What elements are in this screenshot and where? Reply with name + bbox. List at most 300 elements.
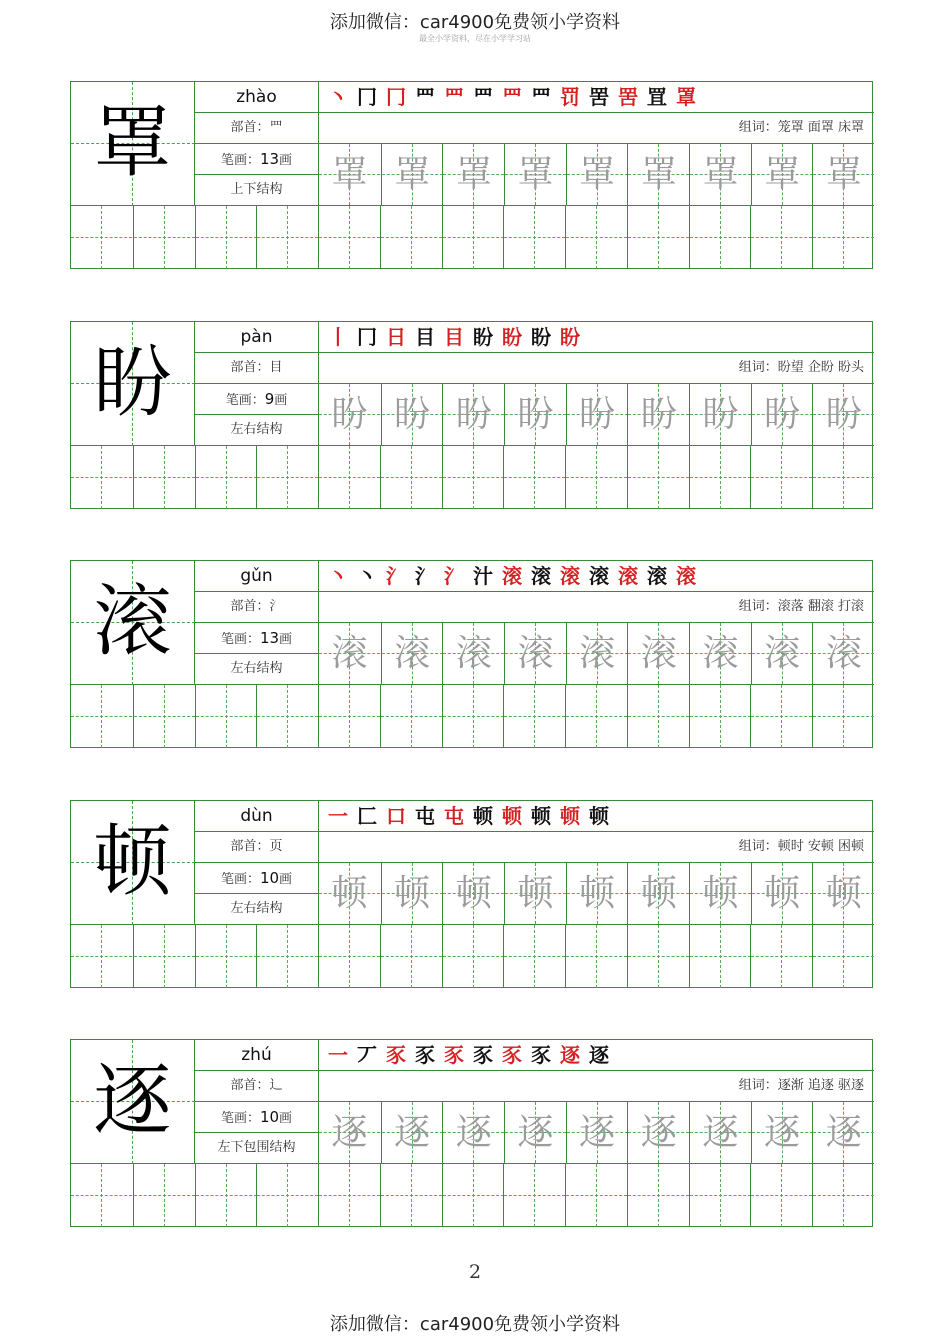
stroke-count-cell	[195, 1102, 319, 1133]
trace-char: 逐	[764, 1112, 801, 1153]
practice-cell[interactable]	[380, 925, 442, 988]
trace-cell[interactable]	[751, 1102, 813, 1163]
trace-char: 顿	[764, 873, 801, 914]
practice-cell[interactable]	[442, 685, 504, 748]
practice-cell[interactable]	[71, 685, 133, 748]
char-card	[70, 321, 873, 509]
stroke-count-cell	[195, 144, 319, 175]
char-card	[70, 81, 873, 269]
trace-char: 滚	[764, 633, 801, 674]
trace-cell[interactable]	[319, 144, 381, 205]
radical-cell	[195, 113, 319, 144]
practice-row	[71, 1164, 874, 1227]
words: 逐渐 追逐 驱逐	[777, 1078, 864, 1093]
practice-cell[interactable]	[256, 446, 318, 509]
stroke-step: 罝	[647, 85, 667, 109]
words-label: 组词：	[738, 1078, 778, 1093]
structure: 左右结构	[230, 661, 283, 676]
big-char-box	[71, 322, 195, 446]
trace-char: 罩	[517, 154, 554, 195]
trace-cell[interactable]	[566, 384, 628, 445]
trace-cell[interactable]	[566, 1102, 628, 1163]
stroke-step: 逐	[560, 1043, 580, 1067]
practice-row	[71, 925, 874, 988]
trace-cell[interactable]	[812, 623, 874, 684]
trace-char: 罩	[579, 154, 616, 195]
practice-cell[interactable]	[503, 1164, 565, 1227]
trace-row	[319, 144, 874, 206]
practice-cell[interactable]	[503, 446, 565, 509]
trace-cell[interactable]	[751, 623, 813, 684]
big-char-box	[71, 801, 195, 925]
practice-cell[interactable]	[133, 206, 195, 269]
stroke-order	[319, 1040, 874, 1071]
trace-cell[interactable]	[812, 1102, 874, 1163]
stroke-step: 顿	[589, 804, 609, 828]
word-examples	[319, 113, 874, 144]
stroke-step: 屯	[415, 804, 435, 828]
practice-cell[interactable]	[133, 446, 195, 509]
stroke-step: 滚	[589, 564, 609, 588]
trace-cell[interactable]	[566, 863, 628, 924]
stroke-label: 笔画：	[220, 153, 260, 168]
stroke-count: 13	[259, 629, 280, 647]
practice-cell[interactable]	[442, 206, 504, 269]
trace-cell[interactable]	[381, 623, 443, 684]
watermark-bottom: 添加微信：car4900免费领小学资料	[329, 1314, 621, 1335]
stroke-step: 滚	[676, 564, 696, 588]
stroke-step: 罚	[560, 85, 580, 109]
trace-char: 顿	[331, 873, 368, 914]
stroke-step: 丨	[328, 325, 348, 349]
practice-cell[interactable]	[318, 685, 380, 748]
trace-char: 盼	[764, 394, 801, 435]
practice-cell[interactable]	[627, 685, 689, 748]
trace-cell[interactable]	[689, 384, 751, 445]
structure-cell	[195, 894, 319, 925]
practice-cell[interactable]	[689, 685, 751, 748]
stroke-unit: 画	[279, 1111, 293, 1126]
radical: 氵	[269, 599, 283, 614]
structure: 左右结构	[230, 422, 283, 437]
trace-char: 盼	[394, 394, 431, 435]
stroke-step: 氵	[415, 564, 435, 588]
practice-cell[interactable]	[318, 446, 380, 509]
practice-cell[interactable]	[133, 1164, 195, 1227]
stroke-step: 豕	[473, 1043, 493, 1067]
trace-char: 逐	[579, 1112, 616, 1153]
stroke-step: 氵	[444, 564, 464, 588]
trace-cell[interactable]	[689, 1102, 751, 1163]
stroke-label: 笔画：	[220, 632, 260, 647]
stroke-step: 日	[386, 325, 406, 349]
practice-cell[interactable]	[380, 1164, 442, 1227]
practice-cell[interactable]	[750, 685, 812, 748]
big-char-box	[71, 82, 195, 206]
stroke-step: 口	[386, 804, 406, 828]
radical-label: 部首：	[230, 120, 270, 135]
trace-char: 罩	[455, 154, 492, 195]
practice-cell[interactable]	[195, 446, 257, 509]
stroke-step: 匚	[357, 804, 377, 828]
trace-cell[interactable]	[627, 623, 689, 684]
big-char: 盼	[93, 338, 172, 428]
trace-cell[interactable]	[442, 1102, 504, 1163]
trace-cell[interactable]	[381, 863, 443, 924]
trace-char: 罩	[702, 154, 739, 195]
stroke-step: 屯	[444, 804, 464, 828]
practice-cell[interactable]	[812, 446, 874, 509]
practice-cell[interactable]	[627, 446, 689, 509]
trace-cell[interactable]	[627, 863, 689, 924]
radical-label: 部首：	[230, 839, 270, 854]
structure-cell	[195, 1133, 319, 1164]
words-label: 组词：	[738, 839, 778, 854]
radical-cell	[195, 1071, 319, 1102]
words: 盼望 企盼 盼头	[777, 360, 864, 375]
trace-char: 罩	[764, 154, 801, 195]
trace-char: 罩	[394, 154, 431, 195]
trace-cell[interactable]	[812, 144, 874, 205]
stroke-order	[319, 322, 874, 353]
stroke-step: 豕	[386, 1043, 406, 1067]
trace-cell[interactable]	[442, 144, 504, 205]
stroke-step: 滚	[618, 564, 638, 588]
stroke-count-cell	[195, 623, 319, 654]
trace-cell[interactable]	[627, 384, 689, 445]
structure-cell	[195, 654, 319, 685]
pinyin: pàn	[240, 327, 273, 347]
stroke-step: 罟	[589, 85, 609, 109]
trace-char: 逐	[825, 1112, 862, 1153]
practice-cell[interactable]	[565, 1164, 627, 1227]
trace-row	[319, 863, 874, 925]
trace-char: 滚	[455, 633, 492, 674]
stroke-step: 顿	[502, 804, 522, 828]
practice-cell[interactable]	[133, 685, 195, 748]
trace-char: 盼	[517, 394, 554, 435]
trace-char: 顿	[455, 873, 492, 914]
practice-cell[interactable]	[195, 206, 257, 269]
trace-cell[interactable]	[689, 623, 751, 684]
practice-cell[interactable]	[380, 685, 442, 748]
structure-cell	[195, 175, 319, 206]
stroke-step: 罒	[502, 85, 522, 109]
practice-cell[interactable]	[318, 1164, 380, 1227]
trace-cell[interactable]	[812, 384, 874, 445]
char-card	[70, 560, 873, 748]
radical: 目	[269, 360, 283, 375]
stroke-step: 丶	[328, 564, 348, 588]
stroke-step: 丶	[357, 564, 377, 588]
radical-cell	[195, 353, 319, 384]
words-label: 组词：	[738, 360, 778, 375]
stroke-count: 13	[259, 150, 280, 168]
pinyin-cell	[195, 1040, 319, 1071]
char-card	[70, 800, 873, 988]
practice-cell[interactable]	[503, 206, 565, 269]
stroke-step: 滚	[531, 564, 551, 588]
trace-char: 罩	[640, 154, 677, 195]
practice-cell[interactable]	[689, 206, 751, 269]
stroke-order	[319, 801, 874, 832]
stroke-step: 盼	[560, 325, 580, 349]
trace-cell[interactable]	[689, 863, 751, 924]
trace-cell[interactable]	[504, 863, 566, 924]
practice-cell[interactable]	[256, 685, 318, 748]
stroke-step: 盼	[502, 325, 522, 349]
pinyin-cell	[195, 561, 319, 592]
trace-cell[interactable]	[627, 1102, 689, 1163]
big-char: 罩	[93, 98, 172, 188]
practice-cell[interactable]	[565, 206, 627, 269]
trace-cell[interactable]	[319, 1102, 381, 1163]
practice-cell[interactable]	[195, 925, 257, 988]
stroke-step: 氵	[386, 564, 406, 588]
stroke-step: 豕	[444, 1043, 464, 1067]
stroke-count-cell	[195, 384, 319, 415]
practice-cell[interactable]	[442, 446, 504, 509]
trace-char: 罩	[825, 154, 862, 195]
trace-cell[interactable]	[751, 384, 813, 445]
practice-cell[interactable]	[503, 685, 565, 748]
big-char-box	[71, 1040, 195, 1164]
trace-char: 顿	[517, 873, 554, 914]
trace-cell[interactable]	[504, 144, 566, 205]
stroke-count: 9	[264, 390, 275, 408]
trace-char: 盼	[331, 394, 368, 435]
practice-cell[interactable]	[71, 446, 133, 509]
pinyin-cell	[195, 801, 319, 832]
stroke-step: 冂	[386, 85, 406, 109]
trace-char: 滚	[579, 633, 616, 674]
practice-cell[interactable]	[318, 925, 380, 988]
stroke-label: 笔画：	[220, 872, 260, 887]
stroke-label: 笔画：	[225, 393, 265, 408]
practice-cell[interactable]	[380, 206, 442, 269]
words-label: 组词：	[738, 599, 778, 614]
practice-cell[interactable]	[812, 1164, 874, 1227]
stroke-step: 罟	[618, 85, 638, 109]
trace-char: 顿	[579, 873, 616, 914]
stroke-step: 冂	[357, 325, 377, 349]
stroke-count: 10	[259, 869, 280, 887]
trace-row	[319, 623, 874, 685]
trace-cell[interactable]	[566, 144, 628, 205]
stroke-step: 罒	[415, 85, 435, 109]
practice-cell[interactable]	[627, 925, 689, 988]
stroke-count: 10	[259, 1108, 280, 1126]
stroke-step: 顿	[560, 804, 580, 828]
practice-cell[interactable]	[750, 925, 812, 988]
subnote: 最全小学资料，尽在小学学习站	[419, 34, 531, 43]
trace-cell[interactable]	[381, 144, 443, 205]
page-number: 2	[468, 1261, 482, 1283]
structure-cell	[195, 415, 319, 446]
radical-cell	[195, 832, 319, 863]
trace-cell[interactable]	[812, 863, 874, 924]
trace-cell[interactable]	[381, 384, 443, 445]
practice-cell[interactable]	[812, 206, 874, 269]
trace-cell[interactable]	[442, 384, 504, 445]
big-char: 滚	[93, 577, 172, 667]
trace-char: 滚	[394, 633, 431, 674]
trace-char: 滚	[331, 633, 368, 674]
trace-char: 顿	[640, 873, 677, 914]
trace-cell[interactable]	[504, 1102, 566, 1163]
word-examples	[319, 592, 874, 623]
practice-cell[interactable]	[380, 446, 442, 509]
trace-char: 顿	[825, 873, 862, 914]
stroke-order	[319, 82, 874, 113]
stroke-step: 豕	[531, 1043, 551, 1067]
trace-cell[interactable]	[319, 623, 381, 684]
big-char: 逐	[93, 1056, 172, 1146]
practice-cell[interactable]	[689, 446, 751, 509]
stroke-count-cell	[195, 863, 319, 894]
stroke-label: 笔画：	[220, 1111, 260, 1126]
stroke-step: 罩	[676, 85, 696, 109]
trace-char: 盼	[579, 394, 616, 435]
trace-char: 顿	[702, 873, 739, 914]
word-examples	[319, 353, 874, 384]
trace-cell[interactable]	[319, 863, 381, 924]
trace-cell[interactable]	[627, 144, 689, 205]
practice-cell[interactable]	[812, 685, 874, 748]
trace-char: 滚	[640, 633, 677, 674]
practice-cell[interactable]	[565, 925, 627, 988]
watermark-top: 添加微信：car4900免费领小学资料	[329, 12, 621, 33]
practice-cell[interactable]	[71, 1164, 133, 1227]
practice-cell[interactable]	[503, 925, 565, 988]
pinyin-cell	[195, 322, 319, 353]
trace-cell[interactable]	[751, 863, 813, 924]
trace-char: 滚	[825, 633, 862, 674]
practice-cell[interactable]	[689, 1164, 751, 1227]
trace-cell[interactable]	[566, 623, 628, 684]
stroke-step: 一	[328, 1043, 348, 1067]
practice-row	[71, 206, 874, 269]
stroke-step: 逐	[589, 1043, 609, 1067]
practice-cell[interactable]	[256, 925, 318, 988]
practice-cell[interactable]	[565, 685, 627, 748]
practice-cell[interactable]	[71, 206, 133, 269]
trace-char: 盼	[702, 394, 739, 435]
stroke-step: 盼	[473, 325, 493, 349]
word-examples	[319, 832, 874, 863]
trace-cell[interactable]	[319, 384, 381, 445]
practice-cell[interactable]	[442, 925, 504, 988]
stroke-step: 滚	[502, 564, 522, 588]
stroke-step: 丆	[357, 1043, 377, 1067]
practice-row	[71, 446, 874, 509]
trace-char: 盼	[640, 394, 677, 435]
radical-label: 部首：	[230, 599, 270, 614]
practice-cell[interactable]	[195, 1164, 257, 1227]
words: 笼罩 面罩 床罩	[777, 120, 864, 135]
stroke-step: 汁	[473, 564, 493, 588]
stroke-unit: 画	[274, 393, 288, 408]
stroke-step: 目	[444, 325, 464, 349]
trace-char: 滚	[517, 633, 554, 674]
stroke-unit: 画	[279, 872, 293, 887]
radical: 辶	[269, 1078, 283, 1093]
pinyin: zhào	[236, 87, 277, 107]
trace-char: 逐	[517, 1112, 554, 1153]
stroke-step: 滚	[647, 564, 667, 588]
trace-char: 盼	[825, 394, 862, 435]
char-card	[70, 1039, 873, 1227]
trace-cell[interactable]	[442, 863, 504, 924]
practice-cell[interactable]	[812, 925, 874, 988]
trace-char: 逐	[640, 1112, 677, 1153]
radical: 罒	[269, 120, 283, 135]
trace-char: 逐	[331, 1112, 368, 1153]
trace-cell[interactable]	[751, 144, 813, 205]
pinyin: zhú	[241, 1045, 272, 1065]
practice-cell[interactable]	[750, 1164, 812, 1227]
stroke-step: 顿	[473, 804, 493, 828]
trace-cell[interactable]	[504, 384, 566, 445]
practice-cell[interactable]	[565, 446, 627, 509]
practice-cell[interactable]	[627, 1164, 689, 1227]
practice-cell[interactable]	[442, 1164, 504, 1227]
practice-cell[interactable]	[133, 925, 195, 988]
trace-char: 盼	[455, 394, 492, 435]
pinyin: gǔn	[240, 566, 273, 586]
stroke-step: 豕	[415, 1043, 435, 1067]
words-label: 组词：	[738, 120, 778, 135]
trace-cell[interactable]	[442, 623, 504, 684]
stroke-step: 罒	[473, 85, 493, 109]
trace-row	[319, 1102, 874, 1164]
big-char-box	[71, 561, 195, 685]
practice-cell[interactable]	[750, 446, 812, 509]
structure: 左右结构	[230, 901, 283, 916]
trace-char: 罩	[331, 154, 368, 195]
stroke-step: 顿	[531, 804, 551, 828]
structure: 上下结构	[230, 182, 283, 197]
trace-cell[interactable]	[381, 1102, 443, 1163]
stroke-step: 豕	[502, 1043, 522, 1067]
radical-label: 部首：	[230, 1078, 270, 1093]
radical: 页	[269, 839, 283, 854]
practice-cell[interactable]	[195, 685, 257, 748]
practice-cell[interactable]	[256, 206, 318, 269]
pinyin-cell	[195, 82, 319, 113]
trace-char: 滚	[702, 633, 739, 674]
words: 顿时 安顿 困顿	[777, 839, 864, 854]
stroke-unit: 画	[279, 153, 293, 168]
practice-cell[interactable]	[689, 925, 751, 988]
practice-cell[interactable]	[318, 206, 380, 269]
practice-cell[interactable]	[71, 925, 133, 988]
trace-cell[interactable]	[504, 623, 566, 684]
practice-cell[interactable]	[256, 1164, 318, 1227]
trace-cell[interactable]	[689, 144, 751, 205]
stroke-order	[319, 561, 874, 592]
stroke-unit: 画	[279, 632, 293, 647]
stroke-step: 丶	[328, 85, 348, 109]
radical-label: 部首：	[230, 360, 270, 375]
pinyin: dùn	[240, 806, 273, 826]
practice-cell[interactable]	[627, 206, 689, 269]
stroke-step: 罒	[444, 85, 464, 109]
trace-char: 逐	[455, 1112, 492, 1153]
stroke-step: 目	[415, 325, 435, 349]
stroke-step: 盼	[531, 325, 551, 349]
practice-cell[interactable]	[750, 206, 812, 269]
